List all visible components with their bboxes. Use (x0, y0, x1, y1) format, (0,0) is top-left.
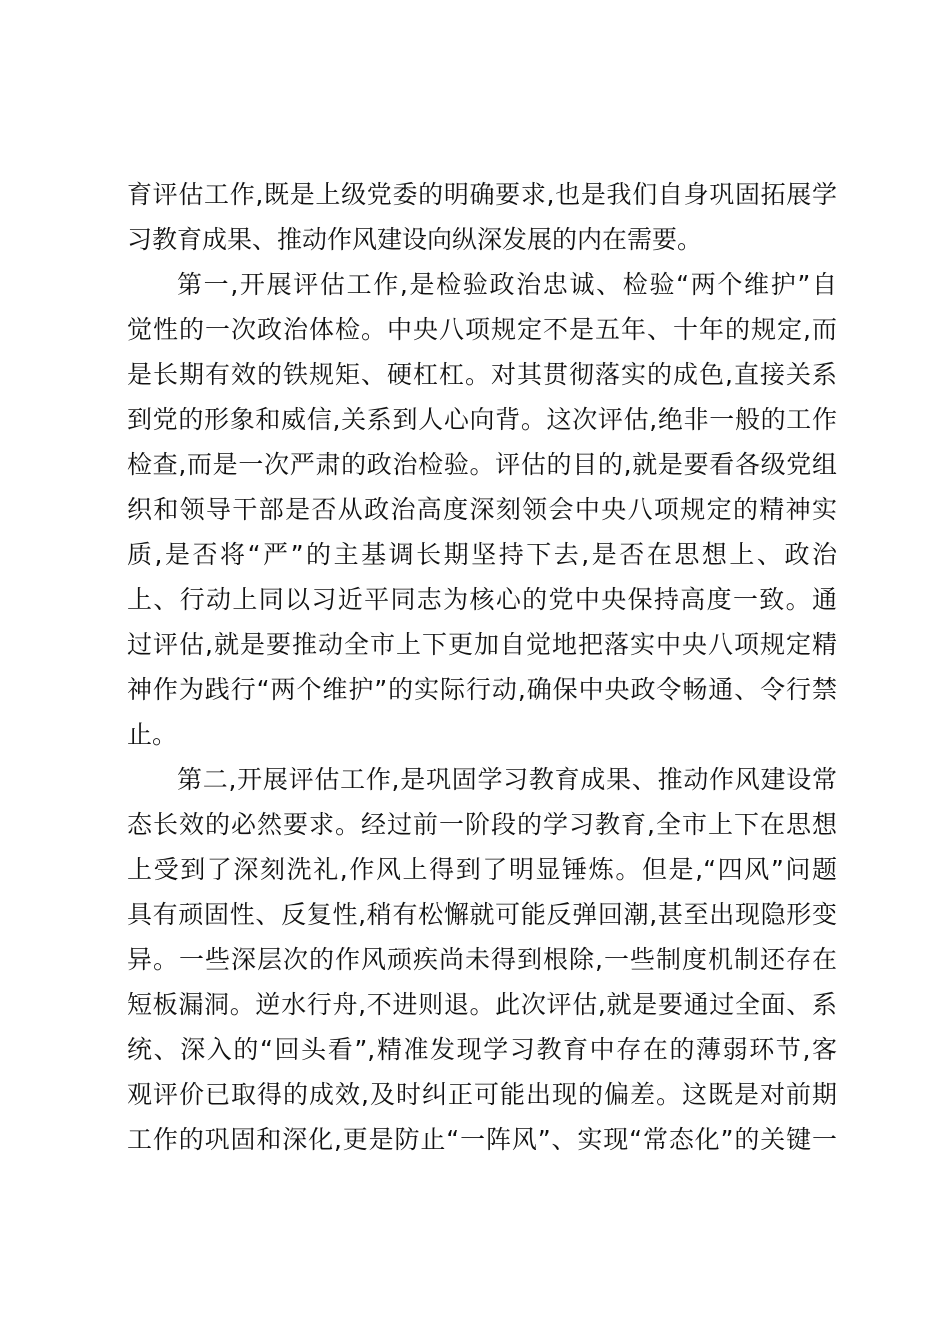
text-line: 止。 (127, 720, 178, 749)
text-line: 织和领导干部是否从政治高度深刻领会中央八项规定的精神实 (127, 495, 837, 524)
text-line: 神作为践行“两个维护”的实际行动,确保中央政令畅通、令行禁 (127, 675, 837, 704)
text-line: 上、行动上同以习近平同志为核心的党中央保持高度一致。通 (127, 585, 837, 614)
text-line: 育评估工作,既是上级党委的明确要求,也是我们自身巩固拓展学 (127, 180, 837, 209)
text-line: 是长期有效的铁规矩、硬杠杠。对其贯彻落实的成色,直接关系 (127, 360, 837, 389)
text-line: 短板漏洞。逆水行舟,不进则退。此次评估,就是要通过全面、系 (127, 990, 837, 1019)
text-line: 观评价已取得的成效,及时纠正可能出现的偏差。这既是对前期 (127, 1080, 837, 1109)
text-line: 觉性的一次政治体检。中央八项规定不是五年、十年的规定,而 (127, 315, 837, 344)
text-line: 工作的巩固和深化,更是防止“一阵风”、实现“常态化”的关键一 (127, 1125, 837, 1154)
text-line: 具有顽固性、反复性,稍有松懈就可能反弹回潮,甚至出现隐形变 (127, 900, 837, 929)
paragraph-1-first-line: 第一,开展评估工作,是检验政治忠诚、检验“两个维护”自 (177, 270, 837, 299)
text-line: 上受到了深刻洗礼,作风上得到了明显锤炼。但是,“四风”问题 (127, 855, 837, 884)
text-line: 质,是否将“严”的主基调长期坚持下去,是否在思想上、政治 (127, 540, 837, 569)
text-line: 过评估,就是要推动全市上下更加自觉地把落实中央八项规定精 (127, 630, 837, 659)
text-line: 态长效的必然要求。经过前一阶段的学习教育,全市上下在思想 (127, 810, 837, 839)
text-line: 检查,而是一次严肃的政治检验。评估的目的,就是要看各级党组 (127, 450, 837, 479)
text-line: 统、深入的“回头看”,精准发现学习教育中存在的薄弱环节,客 (127, 1035, 837, 1064)
text-line: 到党的形象和威信,关系到人心向背。这次评估,绝非一般的工作 (127, 405, 837, 434)
paragraph-2-first-line: 第二,开展评估工作,是巩固学习教育成果、推动作风建设常 (177, 765, 837, 794)
text-line: 异。一些深层次的作风顽疾尚未得到根除,一些制度机制还存在 (127, 945, 837, 974)
text-line: 习教育成果、推动作风建设向纵深发展的内在需要。 (127, 225, 703, 254)
